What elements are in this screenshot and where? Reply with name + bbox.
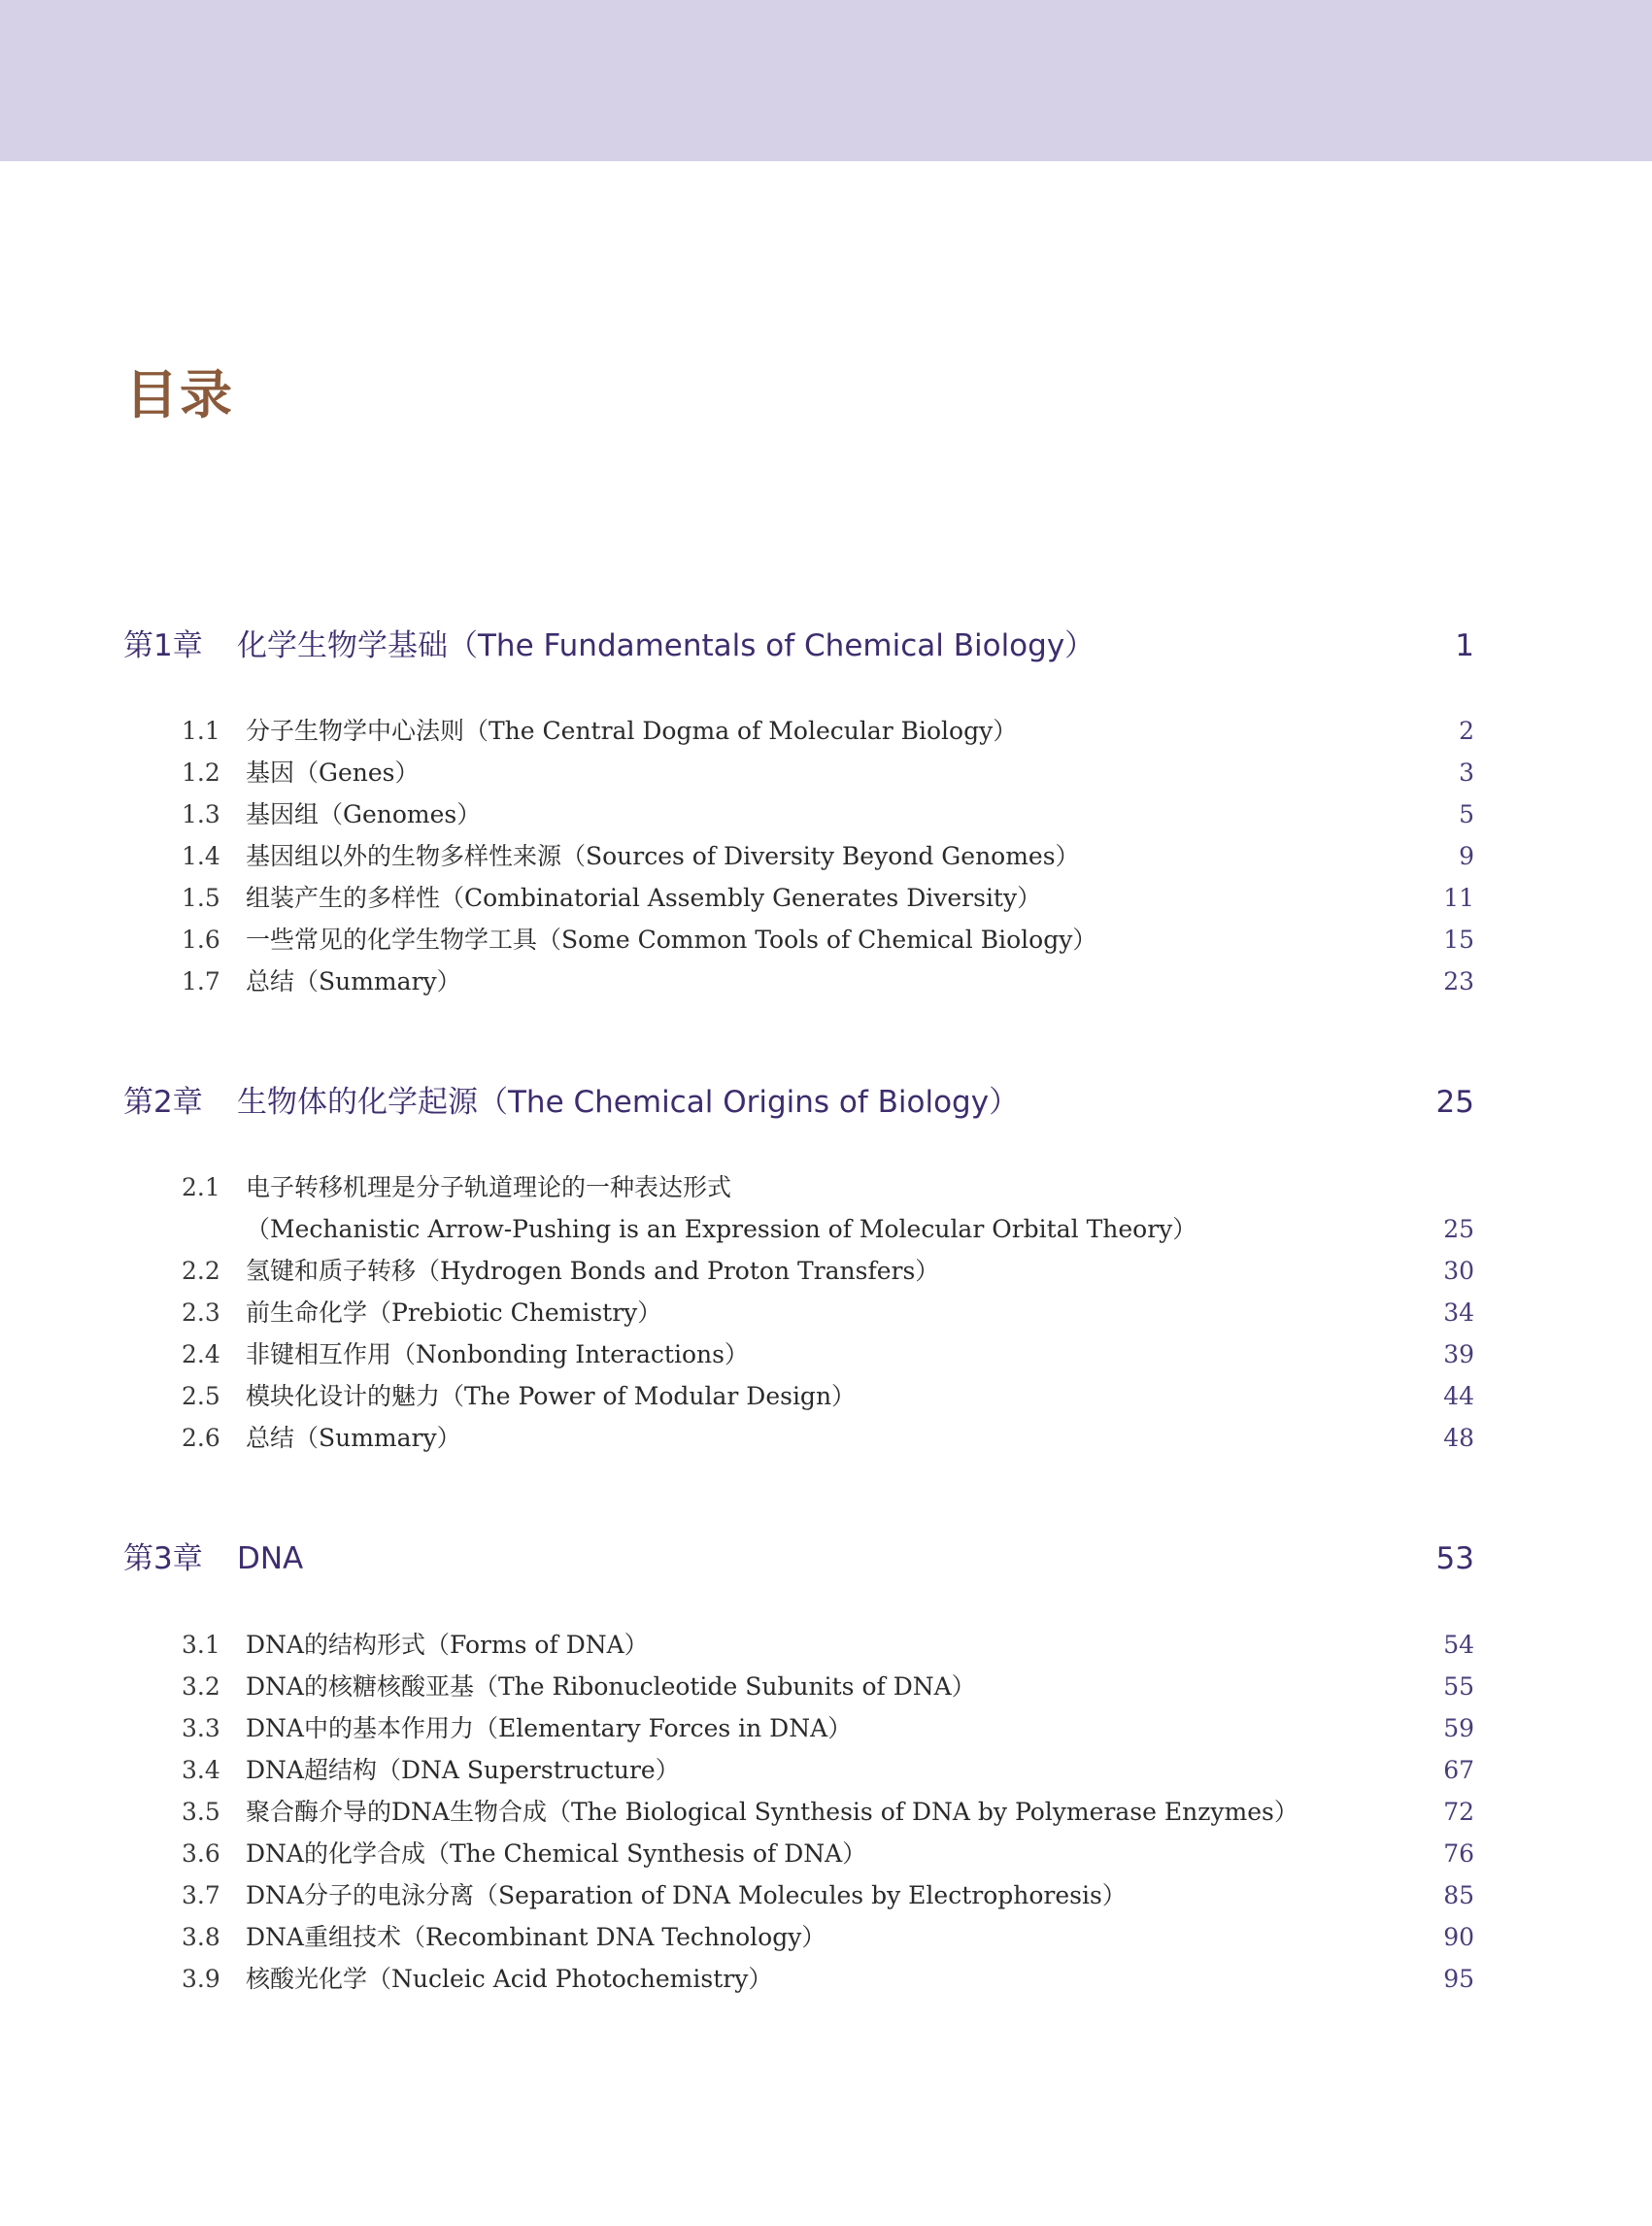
section-title: DNA重组技术（Recombinant DNA Technology） (246, 1923, 826, 1951)
section-page: 9 (1459, 842, 1474, 870)
chapter-page: 1 (1455, 628, 1474, 663)
page-title: 目录 (125, 364, 234, 425)
section-page: 39 (1443, 1340, 1474, 1368)
chapter-number: 第3章 (123, 1541, 203, 1576)
header-band (0, 0, 1652, 161)
toc-entry[interactable] (182, 920, 1474, 961)
chapter-heading[interactable] (123, 619, 1474, 673)
section-number: 2.5 (182, 1382, 220, 1410)
section-title: 基因组（Genomes） (246, 800, 482, 828)
chapter-heading[interactable] (123, 1075, 1474, 1130)
section-number: 1.1 (182, 717, 220, 745)
section-title: 组装产生的多样性（Combinatorial Assembly Generates Diversity） (246, 884, 1042, 912)
section-page: 23 (1443, 967, 1474, 995)
section-title: DNA的核糖核酸亚基（The Ribonucleotide Subunits of DNA） (246, 1672, 976, 1701)
section-number: 3.5 (182, 1798, 220, 1826)
section-number: 3.9 (182, 1965, 220, 1993)
section-number: 1.6 (182, 926, 220, 954)
section-number: 3.1 (182, 1631, 220, 1659)
section-page: 5 (1459, 800, 1474, 828)
section-title: 模块化设计的魅力（The Power of Modular Design） (246, 1382, 857, 1410)
chapter-title: 化学生物学基础（The Fundamentals of Chemical Biology） (237, 628, 1096, 663)
section-title: 基因（Genes） (246, 759, 420, 787)
chapter-page: 25 (1435, 1085, 1474, 1120)
toc-entry[interactable] (182, 1750, 1474, 1791)
section-number: 2.6 (182, 1424, 220, 1452)
section-page: 76 (1443, 1839, 1474, 1868)
section-title: 电子转移机理是分子轨道理论的一种表达形式 (246, 1173, 732, 1201)
toc-entry[interactable] (182, 1293, 1474, 1333)
toc-entry[interactable] (182, 1334, 1474, 1375)
section-page: 2 (1459, 717, 1474, 745)
section-number: 1.7 (182, 967, 220, 995)
section-page: 3 (1459, 759, 1474, 787)
chapter-number: 第1章 (123, 628, 203, 663)
chapter-heading[interactable] (123, 1532, 1474, 1586)
section-title-line2: （Mechanistic Arrow-Pushing is an Expression of Molecular Orbital Theory） (246, 1215, 1197, 1243)
toc-entry[interactable] (182, 836, 1474, 877)
section-number: 2.4 (182, 1340, 220, 1368)
toc-entry[interactable] (182, 1792, 1474, 1833)
section-title: DNA分子的电泳分离（Separation of DNA Molecules by Electrophoresis） (246, 1881, 1127, 1909)
section-title: 氢键和质子转移（Hydrogen Bonds and Proton Transfers） (246, 1257, 940, 1285)
section-page: 30 (1443, 1257, 1474, 1285)
section-page: 59 (1443, 1714, 1474, 1742)
section-number: 3.4 (182, 1756, 220, 1784)
section-number: 3.8 (182, 1923, 220, 1951)
section-number: 3.7 (182, 1881, 220, 1909)
section-page: 25 (1443, 1215, 1474, 1243)
toc-entry[interactable] (182, 1834, 1474, 1874)
section-page: 44 (1443, 1382, 1474, 1410)
section-title: 基因组以外的生物多样性来源（Sources of Diversity Beyond Genomes） (246, 842, 1080, 870)
section-title: DNA的结构形式（Forms of DNA） (246, 1631, 649, 1659)
toc-entry[interactable] (182, 1917, 1474, 1958)
toc-entry[interactable] (182, 1418, 1474, 1459)
section-number: 3.2 (182, 1672, 220, 1701)
toc-entry[interactable] (182, 961, 1474, 1002)
section-number: 1.5 (182, 884, 220, 912)
chapter-page: 53 (1435, 1541, 1474, 1576)
section-number: 3.6 (182, 1839, 220, 1868)
section-number: 2.2 (182, 1257, 220, 1285)
section-title: 分子生物学中心法则（The Central Dogma of Molecular Biology） (246, 717, 1018, 745)
toc-entry[interactable] (182, 1251, 1474, 1292)
section-page: 55 (1443, 1672, 1474, 1701)
toc-entry[interactable] (182, 1667, 1474, 1707)
section-title: 核酸光化学（Nucleic Acid Photochemistry） (246, 1965, 773, 1993)
section-title: 前生命化学（Prebiotic Chemistry） (246, 1298, 662, 1327)
chapter-title: 生物体的化学起源（The Chemical Origins of Biology） (237, 1085, 1020, 1120)
section-title: 总结（Summary） (246, 967, 461, 995)
section-title: DNA超结构（DNA Superstructure） (246, 1756, 680, 1784)
section-page: 11 (1443, 884, 1474, 912)
section-title: 非键相互作用（Nonbonding Interactions） (246, 1340, 749, 1368)
toc-entry[interactable] (182, 878, 1474, 919)
toc-entry[interactable] (182, 1376, 1474, 1417)
section-number: 2.1 (182, 1173, 220, 1201)
section-page: 67 (1443, 1756, 1474, 1784)
section-number: 3.3 (182, 1714, 220, 1742)
toc-entry[interactable] (182, 794, 1474, 835)
section-number: 1.2 (182, 759, 220, 787)
section-page: 72 (1443, 1798, 1474, 1826)
section-title: 总结（Summary） (246, 1424, 461, 1452)
section-title: 一些常见的化学生物学工具（Some Common Tools of Chemical Biology） (246, 926, 1097, 954)
section-number: 1.3 (182, 800, 220, 828)
toc-entry[interactable] (182, 1875, 1474, 1916)
section-number: 1.4 (182, 842, 220, 870)
section-page: 54 (1443, 1631, 1474, 1659)
section-page: 48 (1443, 1424, 1474, 1452)
section-page: 15 (1443, 926, 1474, 954)
toc-entry[interactable] (182, 1167, 1474, 1251)
section-number: 2.3 (182, 1298, 220, 1327)
toc-entry[interactable] (182, 1708, 1474, 1749)
section-page: 95 (1443, 1965, 1474, 1993)
section-page: 85 (1443, 1881, 1474, 1909)
section-title: DNA中的基本作用力（Elementary Forces in DNA） (246, 1714, 853, 1742)
toc-entry[interactable] (182, 711, 1474, 752)
section-title: 聚合酶介导的DNA生物合成（The Biological Synthesis of DNA by Polymerase Enzymes） (246, 1798, 1298, 1826)
chapter-number: 第2章 (123, 1085, 203, 1120)
toc-entry[interactable] (182, 753, 1474, 793)
section-page: 34 (1443, 1298, 1474, 1327)
chapter-title: DNA (237, 1541, 304, 1576)
section-page: 90 (1443, 1923, 1474, 1951)
toc-entry[interactable] (182, 1625, 1474, 1666)
section-title: DNA的化学合成（The Chemical Synthesis of DNA） (246, 1839, 867, 1868)
toc-entry[interactable] (182, 1959, 1474, 2000)
